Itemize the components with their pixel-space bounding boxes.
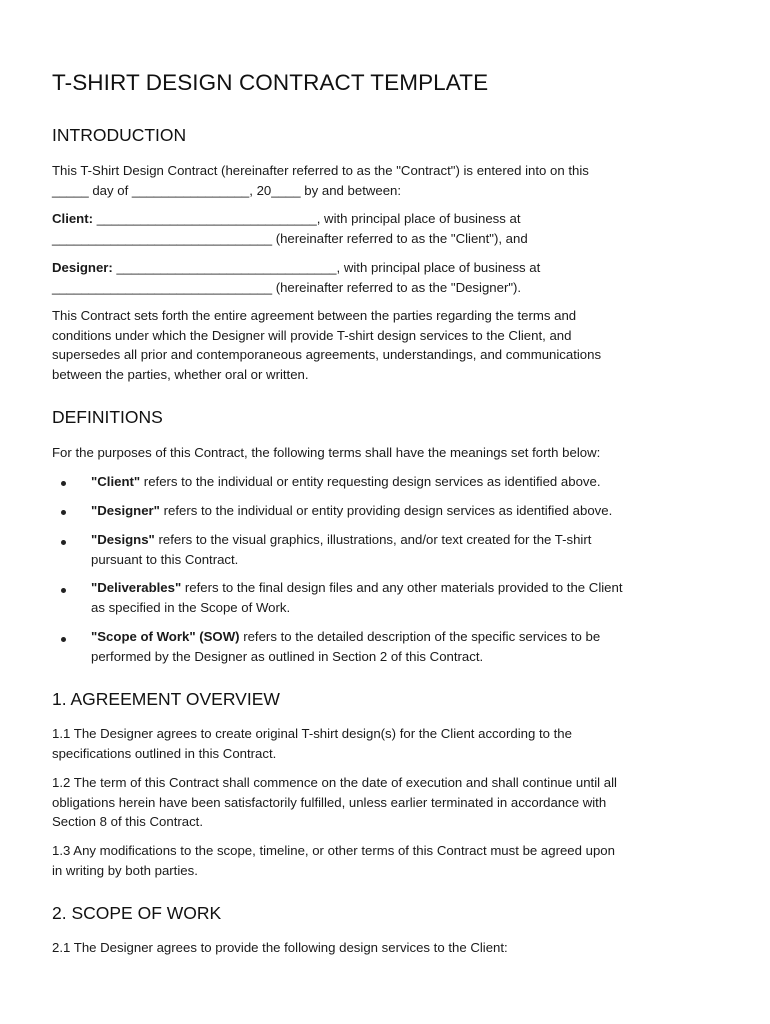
definition-item [91,530,721,569]
definition-text-cont: pursuant to this Contract. [91,551,239,567]
client-line-1: ______________________________, with principal place of business at [93,211,521,226]
clause-line: 1.1 The Designer agrees to create original T-shirt design(s) for the Client according to the [52,726,572,741]
definition-item [91,501,721,521]
designer-clause [52,258,722,297]
intro-paragraph [52,161,722,200]
clause-2-1: 2.1 The Designer agrees to provide the following design services to the Client: [52,940,508,955]
document-title: T-SHIRT DESIGN CONTRACT TEMPLATE [52,70,489,95]
introduction-heading: INTRODUCTION [52,125,187,145]
clause-line: Section 8 of this Contract. [52,814,203,829]
designer-line-1: ______________________________, with principal place of business at [112,260,541,275]
bullet-icon [61,510,66,515]
definition-text: refers to the visual graphics, illustrations, and/or text created for the T-shirt [154,532,592,547]
agreement-line: conditions under which the Designer will provide T-shirt design services to the Client, and [52,327,572,343]
entire-agreement-paragraph [52,306,722,384]
definition-text: refers to the individual or entity providing design services as identified above. [159,503,613,518]
section-2-heading: 2. SCOPE OF WORK [52,903,222,923]
definition-item [91,472,721,492]
clause-line: 1.2 The term of this Contract shall commence on the date of execution and shall continue until all [52,775,617,790]
definition-term: "Designer" [91,503,160,518]
clause-1-3 [52,841,722,880]
bullet-icon [61,588,66,593]
definition-text-cont: performed by the Designer as outlined in Section 2 of this Contract. [91,648,484,664]
intro-line-1: This T-Shirt Design Contract (hereinafter referred to as the "Contract") is entered into on this [52,163,589,178]
bullet-icon [61,481,66,486]
clause-line: obligations herein have been satisfactorily fulfilled, unless earlier terminated in accordance with [52,794,607,810]
clause-line: in writing by both parties. [52,862,198,878]
agreement-line: This Contract sets forth the entire agreement between the parties regarding the terms and [52,308,577,323]
clause-line: 1.3 Any modifications to the scope, timeline, or other terms of this Contract must be agreed upon [52,843,615,858]
definition-term: "Designs" [91,532,155,547]
definition-text-cont: as specified in the Scope of Work. [91,599,291,615]
client-label: Client: [52,211,94,226]
bullet-icon [61,540,66,545]
definition-term: "Deliverables" [91,580,182,595]
definitions-heading: DEFINITIONS [52,407,163,427]
definition-text: refers to the final design files and any other materials provided to the Client [181,580,623,595]
definition-text: refers to the detailed description of the specific services to be [239,629,601,644]
definition-term: "Client" [91,474,141,489]
clause-1-1 [52,724,722,763]
definition-item [91,627,721,666]
clause-1-2 [52,773,722,832]
definition-item [91,578,721,617]
agreement-line: between the parties, whether oral or written. [52,366,309,382]
designer-line-2: ______________________________ (hereinafter referred to as the "Designer"). [52,279,522,295]
definitions-lead: For the purposes of this Contract, the following terms shall have the meanings set forth below: [52,445,601,460]
intro-line-2: _____ day of ________________, 20____ by and between: [52,182,402,198]
section-1-heading: 1. AGREEMENT OVERVIEW [52,689,280,709]
bullet-icon [61,637,66,642]
agreement-line: supersedes all prior and contemporaneous agreements, understandings, and communications [52,347,602,362]
client-clause [52,209,722,248]
definition-text: refers to the individual or entity requesting design services as identified above. [140,474,601,489]
definition-term: "Scope of Work" (SOW) [91,629,240,644]
designer-label: Designer: [52,260,113,275]
client-line-2: ______________________________ (hereinafter referred to as the "Client"), and [52,230,528,246]
clause-line: specifications outlined in this Contract. [52,745,277,761]
